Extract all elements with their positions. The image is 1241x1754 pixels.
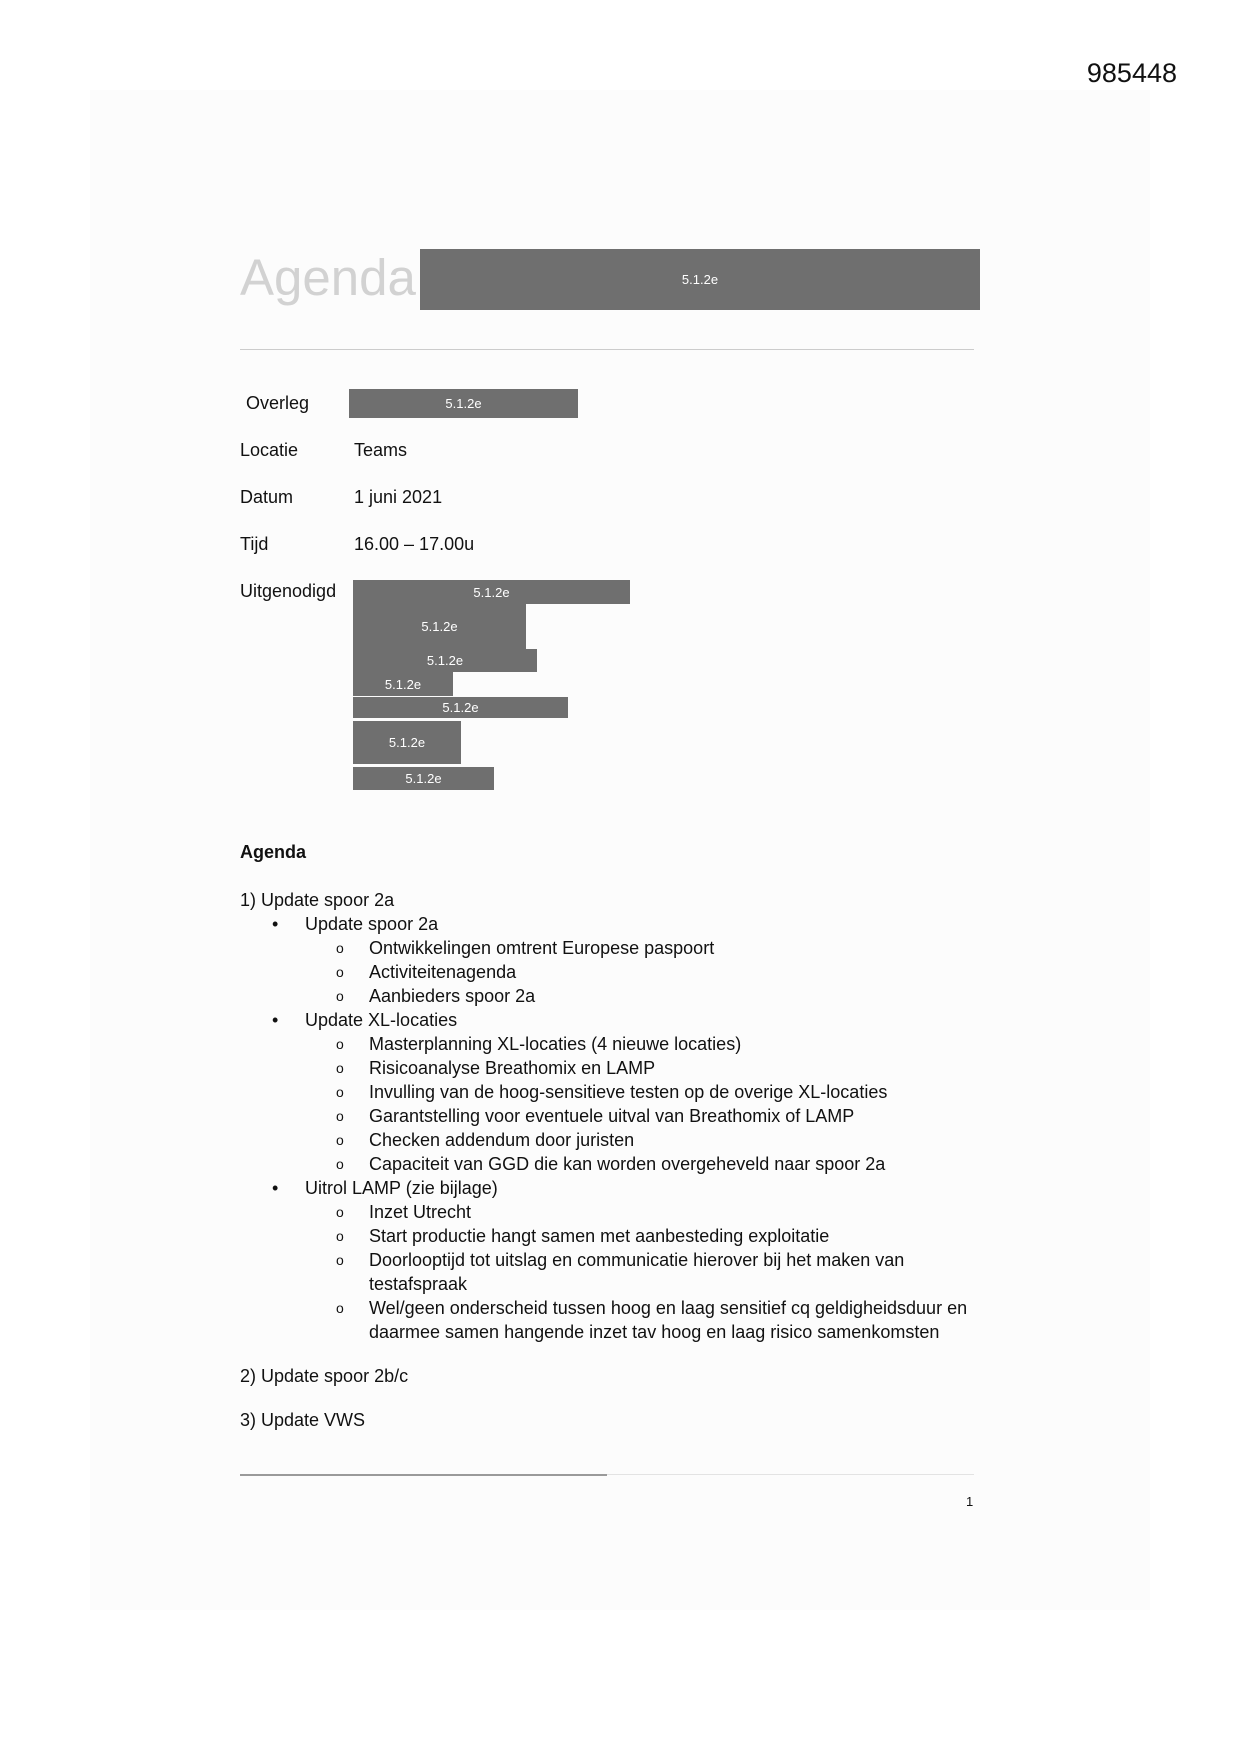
circle-bullet-icon: o (336, 1204, 344, 1220)
redaction-invitee-3: 5.1.2e (353, 649, 537, 672)
agenda-list (240, 888, 980, 1432)
circle-bullet-icon: o (336, 1108, 344, 1124)
circle-bullet-icon: o (336, 1036, 344, 1052)
agenda-sub-item-text: Checken addendum door juristen (369, 1130, 635, 1150)
agenda-bullet-text: Update spoor 2a (305, 914, 439, 934)
agenda-bullet-text: Uitrol LAMP (zie bijlage) (305, 1178, 498, 1198)
agenda-sub-item-text: Garantstelling voor eventuele uitval van Breathomix of LAMP (369, 1106, 855, 1126)
page-title: Agenda (240, 249, 416, 306)
agenda-sub-item (240, 1248, 980, 1296)
agenda-sub-item-text: Masterplanning XL-locaties (4 nieuwe locaties) (369, 1034, 742, 1054)
agenda-sub-item (240, 960, 980, 984)
uitgenodigd-label: Uitgenodigd (240, 581, 337, 601)
bullet-icon: • (272, 914, 279, 934)
tijd-value: 16.00 – 17.00u (354, 534, 475, 554)
redaction-invitee-6: 5.1.2e (353, 721, 461, 764)
agenda-bullet (240, 1176, 980, 1200)
agenda-sub-item-text: Risicoanalyse Breathomix en LAMP (369, 1058, 656, 1078)
agenda-sub-item (240, 1056, 980, 1080)
agenda-sub-item-text: Inzet Utrecht (369, 1202, 472, 1222)
agenda-sub-item-text: Capaciteit van GGD die kan worden overgeheveld naar spoor 2a (369, 1154, 886, 1174)
agenda-sub-item (240, 1128, 980, 1152)
agenda-sub-item-text: Doorlooptijd tot uitslag en communicatie hierover bij het maken van testafspraak (369, 1250, 905, 1294)
locatie-label: Locatie (240, 440, 299, 460)
agenda-sub-item (240, 1296, 980, 1344)
agenda-sub-item (240, 1224, 980, 1248)
tijd-label: Tijd (240, 534, 269, 554)
agenda-sub-item (240, 1152, 980, 1176)
footer-divider (240, 1474, 607, 1476)
circle-bullet-icon: o (336, 940, 344, 956)
circle-bullet-icon: o (336, 1132, 344, 1148)
datum-value: 1 juni 2021 (354, 487, 443, 507)
redaction-invitee-4: 5.1.2e (353, 672, 453, 696)
circle-bullet-icon: o (336, 1084, 344, 1100)
redaction-invitee-5: 5.1.2e (353, 697, 568, 718)
bullet-icon: • (272, 1178, 279, 1198)
agenda-sub-item-text: Activiteitenagenda (369, 962, 517, 982)
redaction-invitee-7: 5.1.2e (353, 767, 494, 790)
agenda-sub-item (240, 1200, 980, 1224)
agenda-sub-item-text: Ontwikkelingen omtrent Europese paspoort (369, 938, 715, 958)
agenda-gap (240, 1388, 980, 1408)
locatie-value: Teams (354, 440, 408, 460)
redaction-invitee-2: 5.1.2e (353, 604, 526, 649)
agenda-bullet (240, 912, 980, 936)
agenda-bullet (240, 1008, 980, 1032)
redaction-title: 5.1.2e (420, 249, 980, 310)
agenda-bullet-text: Update XL-locaties (305, 1010, 458, 1030)
redaction-invitee-1: 5.1.2e (353, 580, 630, 604)
bullet-icon: • (272, 1010, 279, 1030)
agenda-sub-item-text: Start productie hangt samen met aanbesteding exploitatie (369, 1226, 830, 1246)
circle-bullet-icon: o (336, 1156, 344, 1172)
circle-bullet-icon: o (336, 1060, 344, 1076)
circle-bullet-icon: o (336, 1228, 344, 1244)
overleg-label: Overleg (246, 393, 310, 413)
agenda-gap (240, 1344, 980, 1364)
agenda-sub-item-text: Aanbieders spoor 2a (369, 986, 536, 1006)
circle-bullet-icon: o (336, 964, 344, 980)
circle-bullet-icon: o (336, 1252, 344, 1268)
agenda-sub-item-text: Invulling van de hoog-sensitieve testen op de overige XL-locaties (369, 1082, 888, 1102)
agenda-heading: Agenda (240, 842, 307, 862)
agenda-item-title: 1) Update spoor 2a (240, 890, 395, 910)
document-number: 985448 (1086, 58, 1177, 88)
agenda-sub-item (240, 1032, 980, 1056)
footer-divider-light (607, 1474, 974, 1475)
datum-label: Datum (240, 487, 294, 507)
circle-bullet-icon: o (336, 988, 344, 1004)
title-divider (240, 349, 974, 350)
agenda-sub-item (240, 936, 980, 960)
agenda-sub-item (240, 984, 980, 1008)
agenda-sub-item-text: Wel/geen onderscheid tussen hoog en laag sensitief cq geldigheidsduur en daarmee samen hangende inzet tav hoog en laag risico samenkomsten (369, 1298, 968, 1342)
circle-bullet-icon: o (336, 1300, 344, 1316)
redaction-overleg: 5.1.2e (349, 389, 578, 418)
agenda-item-title: 3) Update VWS (240, 1410, 366, 1430)
page-number: 1 (966, 1494, 974, 1509)
agenda-sub-item (240, 1104, 980, 1128)
agenda-item-title: 2) Update spoor 2b/c (240, 1366, 409, 1386)
agenda-sub-item (240, 1080, 980, 1104)
